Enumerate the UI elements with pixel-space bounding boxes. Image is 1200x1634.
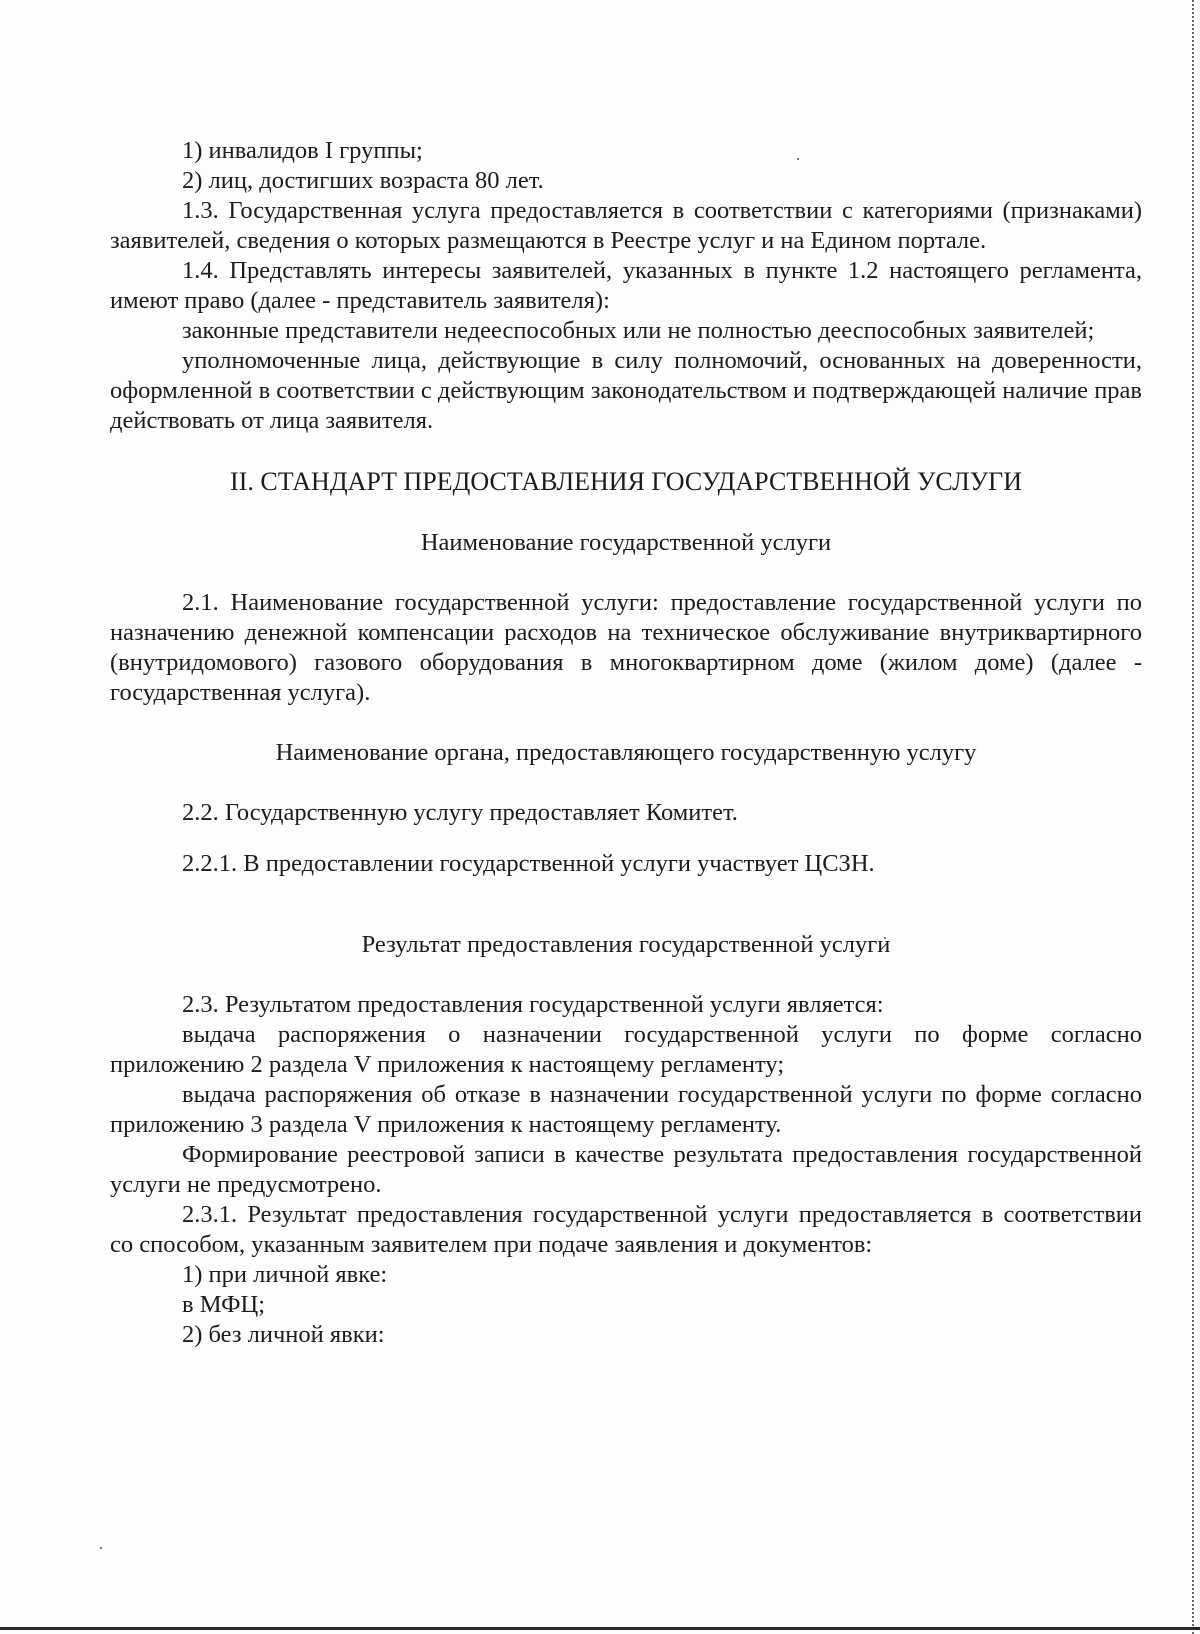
paragraph: 1.4. Представлять интересы заявителей, указанных в пункте 1.2 настоящего регламента, имеют право (далее - представитель заявителя): [110, 257, 1142, 314]
paragraph: 2.3.1. Результат предоставления государственной услуги предоставляется в соответствии со способом, указанным заявителем при подаче заявления и документов: [110, 1201, 1142, 1258]
paragraph: в МФЦ; [182, 1291, 266, 1318]
paragraph: законные представители недееспособных или не полностью дееспособных заявителей; [182, 317, 1095, 344]
paragraph: 2) без личной явки: [182, 1321, 385, 1348]
paragraph: Формирование реестровой записи в качестве результата предоставления государственной услуги не предусмотрено. [110, 1141, 1142, 1198]
paragraph: 2.1. Наименование государственной услуги: предоставление государственной услуги по назначению денежной компенсации расходов на техническое обслуживание внутриквартирного (внутридомового) газового оборудования в многоквартирном доме (жилом доме) (далее - государственная услуга). [110, 589, 1142, 706]
paragraph: 1) при личной явке: [182, 1261, 388, 1288]
paragraph: 2.3. Результатом предоставления государственной услуги является: [182, 991, 884, 1018]
paragraph: 2.2.1. В предоставлении государственной услуги участвует ЦСЗН. [182, 850, 875, 877]
paragraph: 1.3. Государственная услуга предоставляется в соответствии с категориями (признаками) заявителей, сведения о которых размещаются в Реестре услуг и на Едином портале. [110, 197, 1142, 254]
paragraph: 2) лиц, достигших возраста 80 лет. [182, 167, 544, 194]
paragraph: уполномоченные лица, действующие в силу полномочий, основанных на доверенности, оформленной в соответствии с действующим законодательством и подтверждающей наличие прав действовать от лица заявителя. [110, 347, 1142, 434]
paragraph: 2.2. Государственную услугу предоставляет Комитет. [182, 799, 738, 826]
paragraph: 1) инвалидов I группы; [182, 137, 423, 164]
subsection-title: Наименование государственной услуги [420, 529, 832, 556]
subsection-title: Наименование органа, предоставляющего государственную услугу [275, 739, 977, 766]
paragraph: выдача распоряжения об отказе в назначении государственной услуги по форме согласно приложению 3 раздела V приложения к настоящему регламенту. [110, 1081, 1142, 1138]
section-title: II. СТАНДАРТ ПРЕДОСТАВЛЕНИЯ ГОСУДАРСТВЕННОЙ УСЛУГИ [230, 467, 1022, 496]
document-body [110, 136, 1142, 1350]
scan-speck [100, 1547, 102, 1549]
paragraph: выдача распоряжения о назначении государственной услуги по форме согласно приложению 2 раздела V приложения к настоящему регламенту; [110, 1021, 1142, 1078]
subsection-title: Результат предоставления государственной услуги [361, 931, 891, 958]
scan-bottom-edge [0, 1627, 1200, 1630]
scan-right-edge [1192, 0, 1194, 1634]
